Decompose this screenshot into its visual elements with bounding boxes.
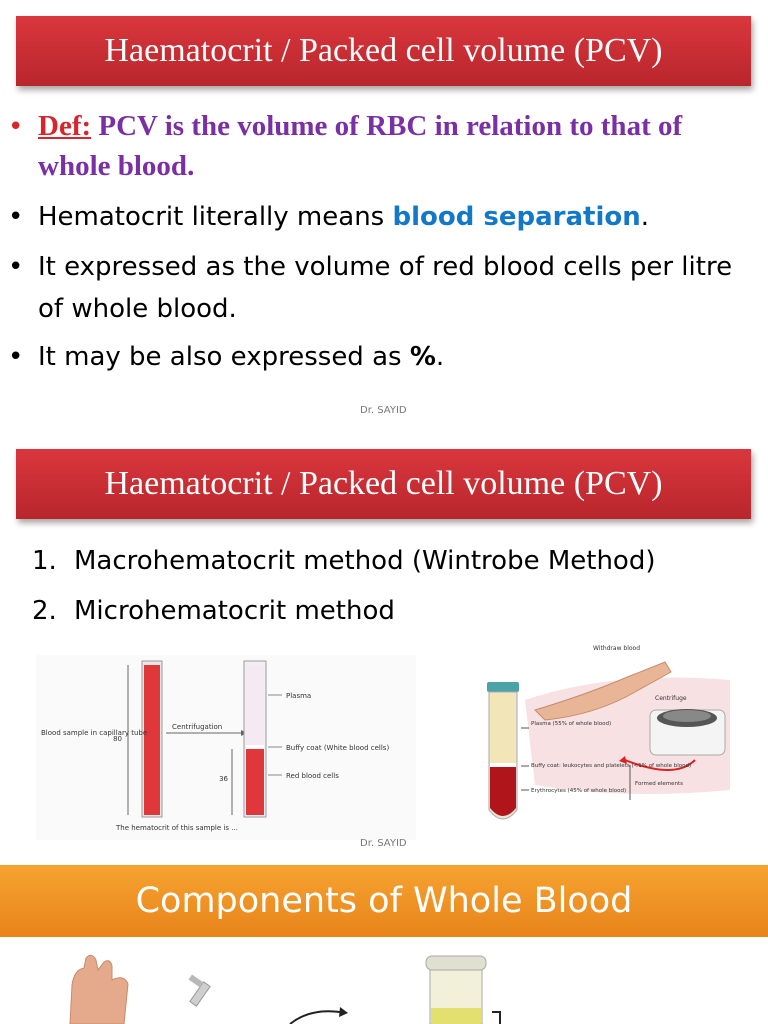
rbc-layer [246,749,264,815]
bullet-hematocrit-meaning: • Hematocrit literally means blood separation. [8,202,650,232]
label-sample: Blood sample in capillary tube [41,729,148,737]
whole-blood-column [144,665,160,815]
method-item-1: 1. Macrohematocrit method (Wintrobe Method) [32,546,656,576]
label-plasma-left: Plasma [286,692,312,700]
bullet-expressed-volume: • It expressed as the volume of red blood cells per litre of whole blood. [8,252,733,324]
capillary-tube-figure [36,655,416,840]
label-centrifugation: Centrifugation [172,723,223,731]
slide2-title: Haematocrit / Packed cell volume (PCV) [104,465,663,502]
label-rbc-left: Red blood cells [286,772,339,780]
label-formed: Formed elements [635,781,684,787]
label-buffy-right: Buffy coat: leukocytes and platelets (<1% of whole blood) [531,763,692,769]
method-item-2: 2. Microhematocrit method [32,596,395,626]
syringe-icon [189,975,211,1007]
label-centrifuge: Centrifuge [655,695,687,702]
tube-plasma [490,693,516,763]
slide2-title-bar [16,449,751,519]
def-label: Def: [38,110,92,142]
blood-tube-icon [426,956,486,1024]
hand-icon [70,955,128,1024]
arrow-icon [290,1011,340,1024]
buffy-coat-layer [246,745,264,749]
figure-caption: The hematocrit of this sample is ... [116,824,238,832]
label-buffy-left: Buffy coat (White blood cells) [286,744,390,752]
slide3-title-bar [0,865,768,937]
label-withdraw: Withdraw blood [593,645,641,652]
def-text: PCV is the volume of RBC in relation to that of whole blood. [38,110,683,182]
slide1-credit: Dr. SAYID [360,405,407,416]
centrifuge-figure [475,640,740,830]
label-erythrocytes: Erythrocytes (45% of whole blood) [531,788,627,794]
slide1-title-bar [16,16,751,86]
plasma-layer [246,665,264,745]
label-80: 80 [113,735,122,743]
slide2-credit: Dr. SAYID [360,838,407,849]
tube-erythrocytes [490,767,516,816]
bullet-percent: • It may be also expressed as %. [8,342,445,372]
slide1-title: Haematocrit / Packed cell volume (PCV) [104,32,663,69]
whole-blood-figure-partial [0,950,768,1024]
tube-cap [487,682,519,692]
bullet-definition: • Def: PCV is the volume of RBC in relation to that of whole blood. [8,110,683,182]
label-plasma-right: Plasma (55% of whole blood) [531,721,612,727]
slide3-title: Components of Whole Blood [135,881,633,921]
label-36: 36 [219,775,228,783]
blood-separation-text: blood separation [392,202,641,232]
